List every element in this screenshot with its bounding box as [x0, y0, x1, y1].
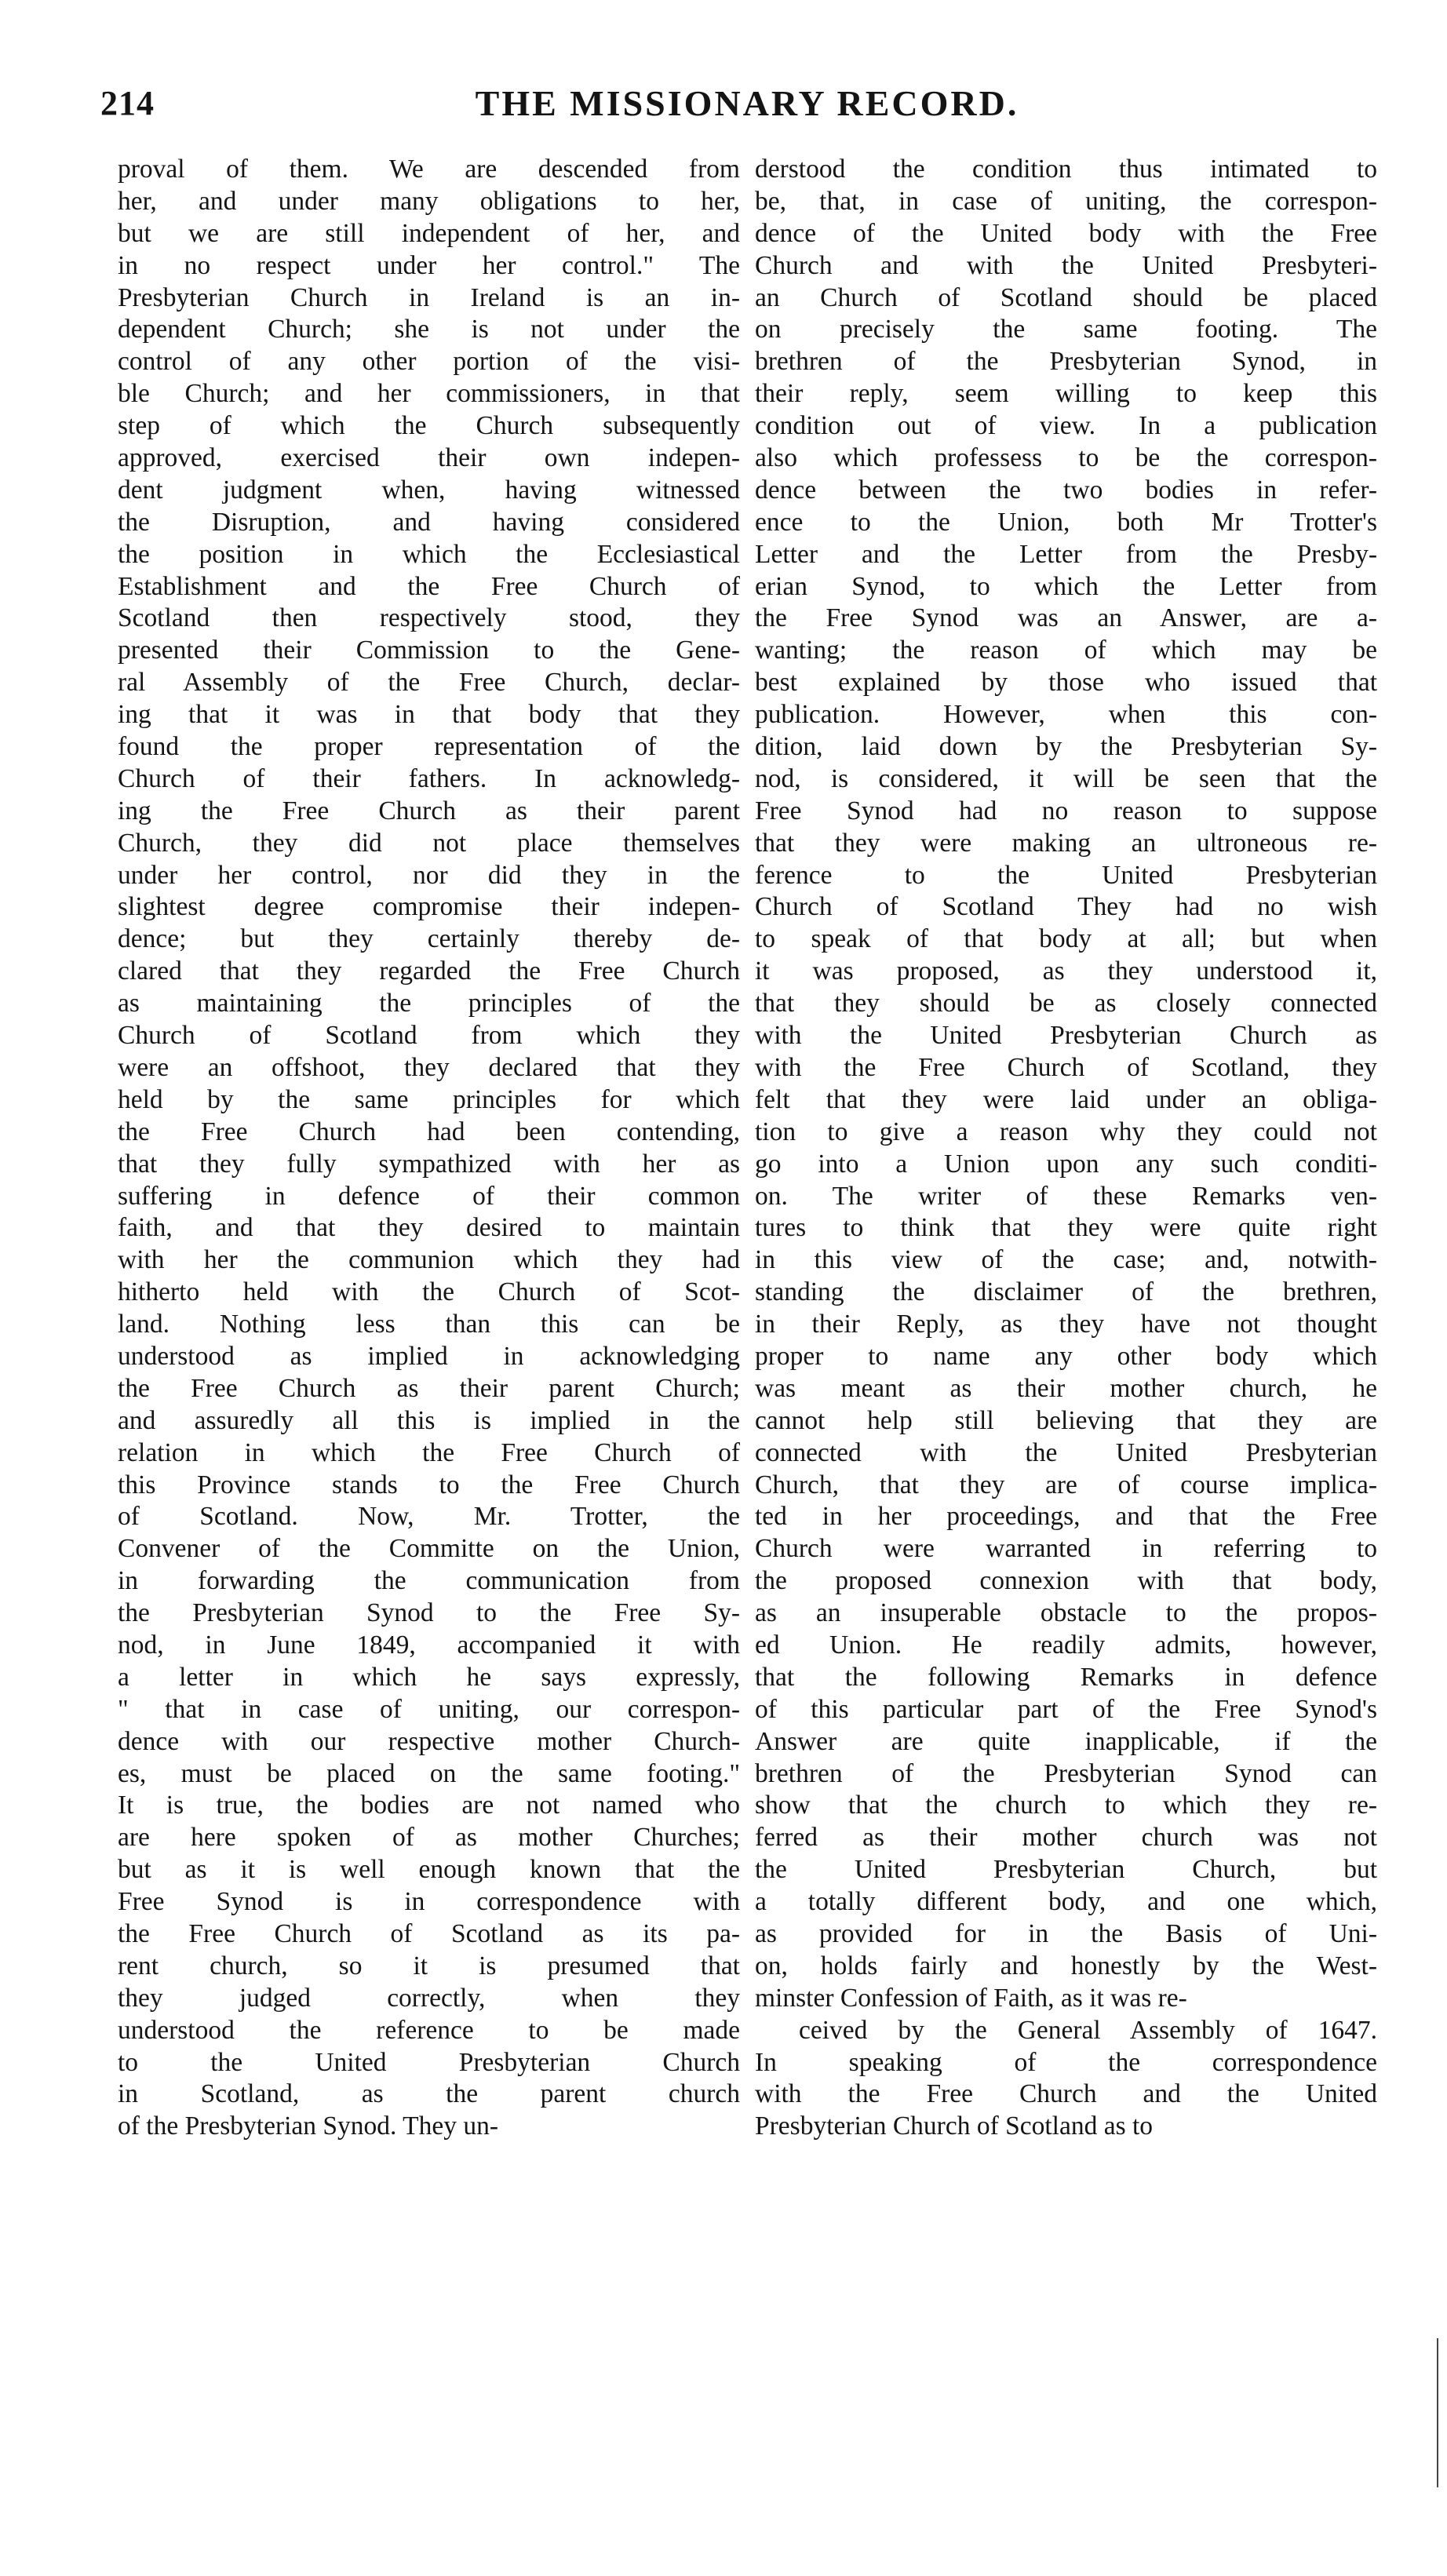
page-number: 214 [100, 84, 155, 122]
text-line: in no respect under her control." The [118, 250, 740, 280]
text-line: best explained by those who issued that [755, 668, 1377, 698]
text-line: were an offshoot, they declared that they [118, 1052, 740, 1082]
text-line: proval of them. We are descended from [118, 155, 740, 184]
text-line: derstood the condition thus intimated to [755, 155, 1377, 184]
running-title: THE MISSIONARY RECORD. [475, 83, 1019, 123]
text-line: Church of Scotland They had no wish [755, 892, 1377, 922]
text-line: ral Assembly of the Free Church, declar- [118, 668, 740, 698]
text-line: as an insuperable obstacle to the propos- [755, 1598, 1377, 1628]
text-line: held by the same principles for which [118, 1084, 740, 1114]
text-line: as provided for in the Basis of Uni- [755, 1918, 1377, 1948]
text-line: dence of the United body with the Free [755, 218, 1377, 248]
page-header [100, 80, 1394, 127]
text-line: land. Nothing less than this can be [118, 1310, 740, 1339]
text-line: ference to the United Presbyterian [755, 860, 1377, 890]
text-line: the Free Church as their parent Church; [118, 1373, 740, 1403]
text-line: dition, laid down by the Presbyterian Sy- [755, 732, 1377, 762]
text-line: of Scotland. Now, Mr. Trotter, the [118, 1502, 740, 1532]
text-line: ed Union. He readily admits, however, [755, 1630, 1377, 1660]
text-line: es, must be placed on the same footing." [118, 1758, 740, 1788]
text-line: In speaking of the correspondence [755, 2047, 1377, 2077]
text-line: also which professess to be the correspon- [755, 443, 1377, 473]
text-line: go into a Union upon any such conditi- [755, 1149, 1377, 1179]
text-line: relation in which the Free Church of [118, 1437, 740, 1467]
text-line: Church, that they are of course implica- [755, 1470, 1377, 1499]
text-line: Convener of the Committe on the Union, [118, 1534, 740, 1564]
text-line: publication. However, when this con- [755, 700, 1377, 730]
text-line: step of which the Church subsequently [118, 411, 740, 441]
text-line: this Province stands to the Free Church [118, 1470, 740, 1499]
text-line: Establishment and the Free Church of [118, 571, 740, 601]
text-line: that the following Remarks in defence [755, 1662, 1377, 1692]
text-line: felt that they were laid under an obliga- [755, 1084, 1377, 1114]
text-line: are here spoken of as mother Churches; [118, 1823, 740, 1853]
text-line: wanting; the reason of which may be [755, 636, 1377, 665]
text-line: understood the reference to be made [118, 2015, 740, 2045]
text-line: clared that they regarded the Free Church [118, 956, 740, 986]
text-line: ble Church; and her commissioners, in that [118, 379, 740, 409]
text-line: with the Free Church of Scotland, they [755, 1052, 1377, 1082]
text-line: It is true, the bodies are not named who [118, 1791, 740, 1820]
text-line: under her control, nor did they in the [118, 860, 740, 890]
text-line: ceived by the General Assembly of 1647. [799, 2015, 1377, 2045]
text-line: Free Synod is in correspondence with [118, 1887, 740, 1917]
text-line: Church of Scotland from which they [118, 1021, 740, 1051]
text-line: a totally different body, and one which, [755, 1887, 1377, 1917]
text-line: brethren of the Presbyterian Synod can [755, 1758, 1377, 1788]
text-line: Free Synod had no reason to suppose [755, 796, 1377, 825]
text-line: ing that it was in that body that they [118, 700, 740, 730]
text-line: Scotland then respectively stood, they [118, 603, 740, 633]
text-line: Church of their fathers. In acknowledg- [118, 763, 740, 793]
text-line: dence; but they certainly thereby de- [118, 924, 740, 954]
text-line: " that in case of uniting, our correspon- [118, 1694, 740, 1724]
text-line: to the United Presbyterian Church [118, 2047, 740, 2077]
text-line: the position in which the Ecclesiastical [118, 539, 740, 569]
text-line: but as it is well enough known that the [118, 1855, 740, 1885]
text-line: was meant as their mother church, he [755, 1373, 1377, 1403]
text-line: faith, and that they desired to maintain [118, 1213, 740, 1243]
text-line: ing the Free Church as their parent [118, 796, 740, 825]
text-line: standing the disclaimer of the brethren, [755, 1277, 1377, 1307]
text-line: with her the communion which they had [118, 1245, 740, 1275]
text-line: a letter in which he says expressly, [118, 1662, 740, 1692]
text-line: their reply, seem willing to keep this [755, 379, 1377, 409]
text-line: Church were warranted in referring to [755, 1534, 1377, 1564]
text-line: on precisely the same footing. The [755, 315, 1377, 344]
text-line: that they were making an ultroneous re- [755, 828, 1377, 858]
text-line: control of any other portion of the visi- [118, 347, 740, 377]
text-line: suffering in defence of their common [118, 1181, 740, 1211]
text-line: hitherto held with the Church of Scot- [118, 1277, 740, 1307]
text-line: in this view of the case; and, notwith- [755, 1245, 1377, 1275]
text-line: dependent Church; she is not under the [118, 315, 740, 344]
text-line: erian Synod, to which the Letter from [755, 571, 1377, 601]
text-line: with the United Presbyterian Church as [755, 1021, 1377, 1051]
text-line: on. The writer of these Remarks ven- [755, 1181, 1377, 1211]
text-line: Presbyterian Church of Scotland as to [755, 2111, 1154, 2141]
text-line: and assuredly all this is implied in the [118, 1405, 740, 1435]
text-line: condition out of view. In a publication [755, 411, 1377, 441]
text-line: dent judgment when, having witnessed [118, 475, 740, 505]
text-line: ferred as their mother church was not [755, 1823, 1377, 1853]
text-line: dence between the two bodies in refer- [755, 475, 1377, 505]
text-line: Presbyterian Church in Ireland is an in- [118, 282, 740, 312]
text-line: cannot help still believing that they are [755, 1405, 1377, 1435]
right-text-column [755, 154, 1377, 2500]
text-line: approved, exercised their own indepen- [118, 443, 740, 473]
text-line: tion to give a reason why they could not [755, 1117, 1377, 1146]
text-line: Letter and the Letter from the Presby- [755, 539, 1377, 569]
text-line: as maintaining the principles of the [118, 989, 740, 1018]
text-line: ence to the Union, both Mr Trotter's [755, 507, 1377, 537]
text-line: Answer are quite inapplicable, if the [755, 1726, 1377, 1756]
text-line: rent church, so it is presumed that [118, 1951, 740, 1980]
text-line: ted in her proceedings, and that the Free [755, 1502, 1377, 1532]
text-line: found the proper representation of the [118, 732, 740, 762]
text-line: brethren of the Presbyterian Synod, in [755, 347, 1377, 377]
text-line: in Scotland, as the parent church [118, 2079, 740, 2109]
text-line: show that the church to which they re- [755, 1791, 1377, 1820]
text-line: the Free Synod was an Answer, are a- [755, 603, 1377, 633]
text-line: minster Confession of Faith, as it was re- [755, 1983, 1187, 2013]
page-edge-mark [1437, 2338, 1438, 2487]
text-line: Church and with the United Presbyteri- [755, 250, 1377, 280]
text-line: of this particular part of the Free Synod's [755, 1694, 1377, 1724]
text-line: the United Presbyterian Church, but [755, 1855, 1377, 1885]
text-line: Church, they did not place themselves [118, 828, 740, 858]
left-text-column [118, 154, 740, 2500]
text-line: the Disruption, and having considered [118, 507, 740, 537]
text-line: be, that, in case of uniting, the correspon- [755, 186, 1377, 216]
text-line: proper to name any other body which [755, 1341, 1377, 1371]
text-line: in their Reply, as they have not thought [755, 1310, 1377, 1339]
text-line: an Church of Scotland should be placed [755, 282, 1377, 312]
text-line: to speak of that body at all; but when [755, 924, 1377, 954]
text-line: the Free Church had been contending, [118, 1117, 740, 1146]
text-line: presented their Commission to the Gene- [118, 636, 740, 665]
text-line: they judged correctly, when they [118, 1983, 740, 2013]
text-line: on, holds fairly and honestly by the West- [755, 1951, 1377, 1980]
text-line: that they should be as closely connected [755, 989, 1377, 1018]
text-line: the proposed connexion with that body, [755, 1566, 1377, 1596]
text-line: it was proposed, as they understood it, [755, 956, 1377, 986]
text-line: dence with our respective mother Church- [118, 1726, 740, 1756]
text-line: the Free Church of Scotland as its pa- [118, 1918, 740, 1948]
text-line: but we are still independent of her, and [118, 218, 740, 248]
text-line: that they fully sympathized with her as [118, 1149, 740, 1179]
text-line: understood as implied in acknowledging [118, 1341, 740, 1371]
text-line: in forwarding the communication from [118, 1566, 740, 1596]
text-line: of the Presbyterian Synod. They un- [118, 2111, 499, 2141]
text-line: slightest degree compromise their indepen- [118, 892, 740, 922]
text-line: nod, in June 1849, accompanied it with [118, 1630, 740, 1660]
text-line: the Presbyterian Synod to the Free Sy- [118, 1598, 740, 1628]
text-line: with the Free Church and the United [755, 2079, 1377, 2109]
text-line: her, and under many obligations to her, [118, 186, 740, 216]
text-line: tures to think that they were quite right [755, 1213, 1377, 1243]
text-line: connected with the United Presbyterian [755, 1437, 1377, 1467]
text-line: nod, is considered, it will be seen that the [755, 763, 1377, 793]
